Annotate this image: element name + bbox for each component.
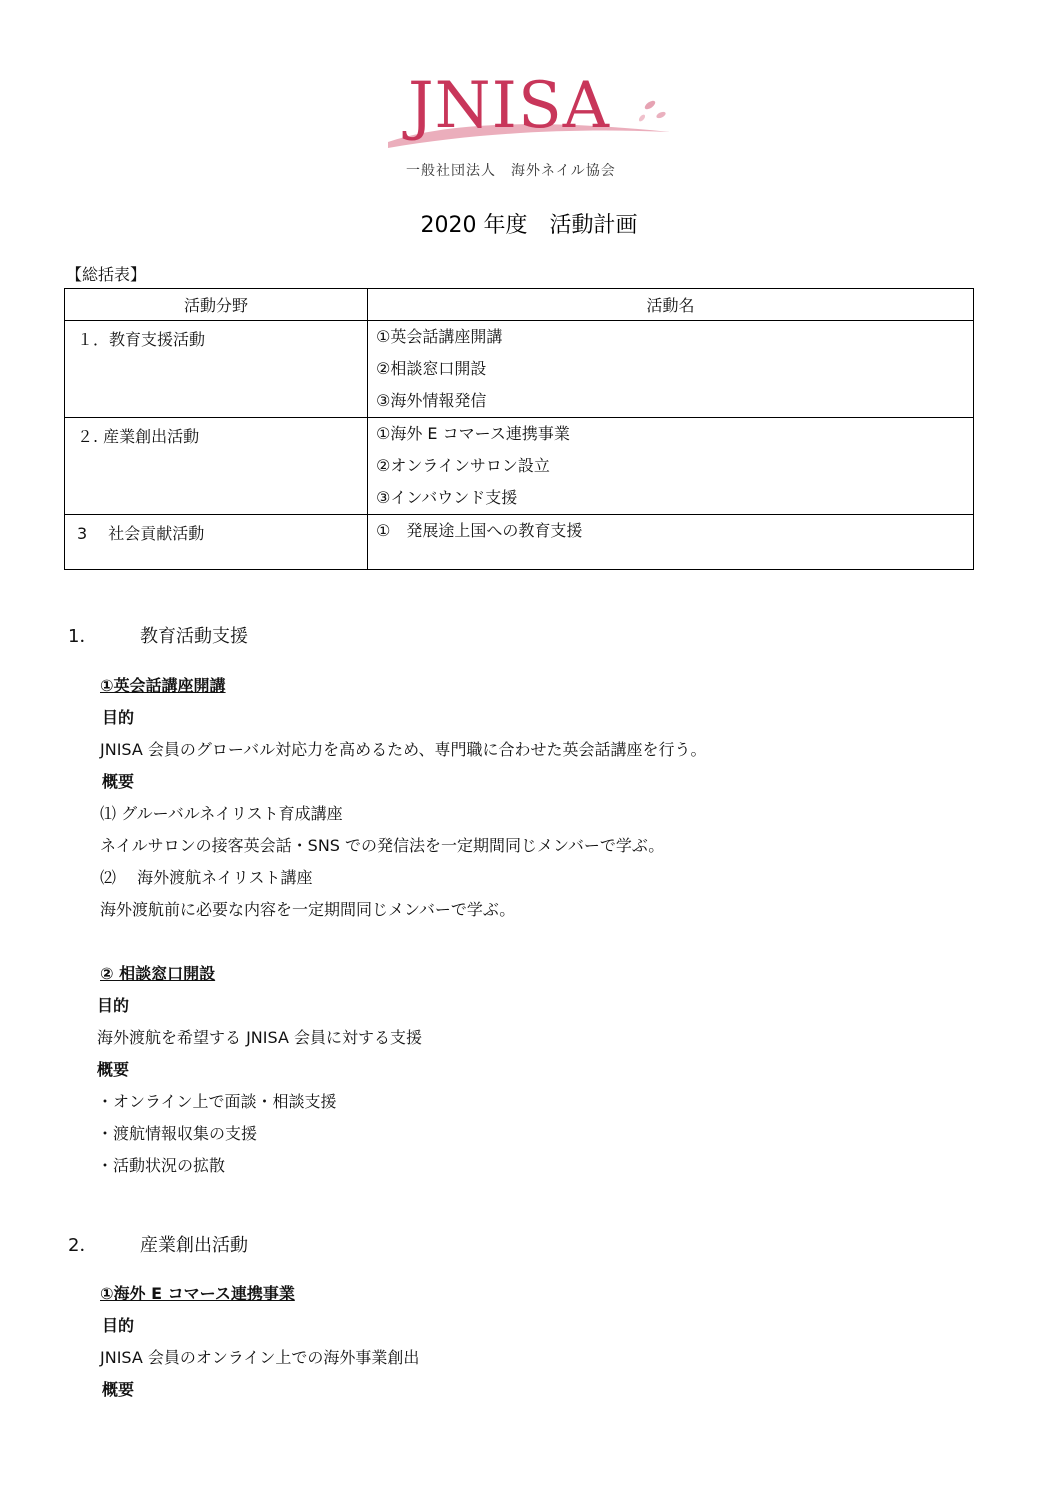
- overview-label: 概要: [97, 1060, 130, 1079]
- section-number: 1．: [68, 626, 98, 647]
- activity-item: ① 発展途上国への教育支援: [376, 521, 583, 540]
- header-area: 活動分野: [65, 289, 368, 321]
- page-title: 2020 年度 活動計画: [420, 213, 638, 238]
- overview-item: ⑵ 海外渡航ネイリスト講座: [100, 868, 313, 887]
- purpose-text: JNISA 会員のグローバル対応力を高めるため、専門職に合わせた英会話講座を行う。: [100, 740, 707, 759]
- table-header-row: [65, 289, 974, 321]
- overview-item: ・オンライン上で面談・相談支援: [97, 1092, 337, 1111]
- subsection-heading: ② 相談窓口開設: [100, 964, 216, 983]
- jnisa-logo: [380, 70, 680, 180]
- activity-item: ②オンラインサロン設立: [376, 456, 550, 475]
- section-heading: [68, 622, 248, 648]
- subsection-heading: ①英会話講座開講: [100, 676, 226, 695]
- overview-item: ⑴ グルーバルネイリスト育成講座: [100, 804, 343, 823]
- overview-item: 海外渡航前に必要な内容を一定期間同じメンバーで学ぶ。: [100, 900, 516, 919]
- activity-item: ③インバウンド支援: [376, 488, 518, 507]
- activity-item: ①海外 E コマース連携事業: [376, 424, 570, 443]
- section-number: 2．: [68, 1235, 98, 1256]
- activity-item: ③海外情報発信: [376, 391, 487, 410]
- overview-item: ・渡航情報収集の支援: [97, 1124, 258, 1143]
- overview-item: ネイルサロンの接客英会話・SNS での発信法を一定期間同じメンバーで学ぶ。: [100, 836, 665, 855]
- purpose-label: 目的: [102, 708, 135, 727]
- area-cell: 3 社会貢献活動: [77, 524, 205, 543]
- purpose-label: 目的: [97, 996, 130, 1015]
- summary-table: [64, 288, 974, 570]
- section-title: 産業創出活動: [140, 1235, 248, 1256]
- table-row: [65, 418, 974, 515]
- table-row: [65, 321, 974, 418]
- area-cell: １．教育支援活動: [77, 330, 206, 349]
- table-row: [65, 515, 974, 570]
- subsection-heading: ①海外 E コマース連携事業: [100, 1284, 295, 1303]
- logo-subtitle: 一般社団法人 海外ネイル協会: [406, 163, 616, 179]
- purpose-text: JNISA 会員のオンライン上での海外事業創出: [100, 1348, 420, 1367]
- section-title: 教育活動支援: [140, 626, 248, 647]
- purpose-text: 海外渡航を希望する JNISA 会員に対する支援: [97, 1028, 422, 1047]
- logo-wordmark: JNISA: [408, 69, 610, 143]
- section-heading: [68, 1231, 248, 1257]
- overview-label: 概要: [102, 1380, 135, 1399]
- purpose-label: 目的: [102, 1316, 135, 1335]
- area-cell: ２. 産業創出活動: [77, 427, 200, 446]
- overview-item: ・活動状況の拡散: [97, 1156, 226, 1175]
- summary-label: 【総括表】: [66, 265, 147, 284]
- activity-item: ②相談窓口開設: [376, 359, 487, 378]
- activity-item: ①英会話講座開講: [376, 327, 503, 346]
- header-activity: 活動名: [368, 289, 974, 321]
- overview-label: 概要: [102, 772, 135, 791]
